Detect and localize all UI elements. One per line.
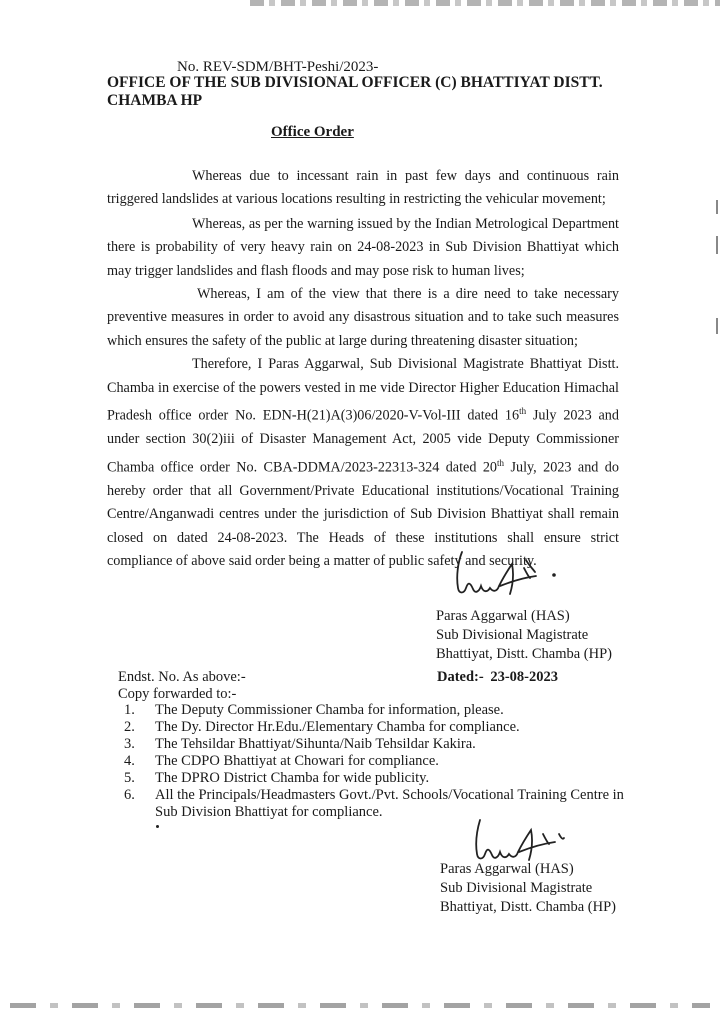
signatory-place: Bhattiyat, Distt. Chamba (HP): [440, 899, 616, 915]
signatory-designation: Sub Divisional Magistrate: [440, 880, 593, 896]
scan-edge-top: [250, 0, 720, 6]
order-date: Dated:- 23-08-2023: [437, 669, 558, 685]
paragraph-4-part-3: July, 2023 and do hereby order that all Government/Private Educational institutions/Vocational Training Centre/Anganwadi centres under the jurisdiction of Sub Division Bhattiyat shall remain closed on dated 24-08-2023. The Heads of these institutions shall ensure strict compliance of above said order being a matter of public safety and security.: [107, 459, 619, 569]
signatory-designation: Sub Divisional Magistrate: [436, 627, 589, 643]
paragraph-4: [107, 353, 619, 573]
signatory-name: Paras Aggarwal (HAS): [436, 608, 570, 624]
paragraph-2: Whereas, as per the warning issued by the Indian Metrological Department there is probability of very heavy rain on 24-08-2023 in Sub Division Bhattiyat which may trigger landslides and flash floods and may pose risk to human lives;: [107, 215, 619, 279]
list-item: 2. The Dy. Director Hr.Edu./Elementary Chamba for compliance.: [124, 719, 520, 735]
signatory-name: Paras Aggarwal (HAS): [440, 861, 574, 877]
list-item: 5. The DPRO District Chamba for wide publicity.: [124, 770, 430, 786]
endorsement-number: Endst. No. As above:-: [118, 669, 246, 685]
ink-dot: [156, 825, 159, 828]
scan-edge-right-mark: [716, 200, 718, 214]
document-title: Office Order: [271, 124, 354, 140]
scan-edge-bottom: [10, 1003, 710, 1008]
paragraph-3: Whereas, I am of the view that there is a dire need to take necessary preventive measures in order to avoid any disastrous situation and to take such measures which ensures the safety of the public at large during threatening disaster situation;: [107, 286, 619, 349]
office-heading: OFFICE OF THE SUB DIVISIONAL OFFICER (C) BHATTIYAT DISTT. CHAMBA HP: [107, 74, 603, 109]
superscript-th: th: [519, 406, 527, 417]
reference-number: No. REV-SDM/BHT-Peshi/2023-: [177, 59, 379, 75]
handwritten-signature: [440, 548, 570, 610]
signature-block-1: [436, 607, 612, 664]
paragraph-4-part-1: Therefore, I Paras Aggarwal, Sub Divisional Magistrate Bhattiyat Distt. Chamba in exercise of the powers vested in me vide Director Higher Education Himachal Pradesh office order No. EDN-H(21)A(3)06/2020-V-Vol-III dated 16: [107, 356, 619, 424]
copy-forwarded-label: Copy forwarded to:-: [118, 686, 237, 702]
list-item: 4. The CDPO Bhattiyat at Chowari for compliance.: [124, 753, 439, 769]
scan-edge-right-mark: [716, 318, 718, 334]
paragraph-1: Whereas due to incessant rain in past few days and continuous rain triggered landslides at various locations resulting in restricting the vehicular movement;: [107, 168, 619, 208]
paragraph-4-part-2: July 2023 and under section 30(2)iii of Disaster Management Act, 2005 vide Deputy Commissioner Chamba office order No. CBA-DDMA/2023-22313-324 dated 20: [107, 407, 619, 476]
scan-edge-right-mark: [716, 236, 718, 254]
signatory-place: Bhattiyat, Distt. Chamba (HP): [436, 646, 612, 662]
signature-block-2: [440, 860, 616, 917]
order-body: [107, 165, 619, 573]
list-item: 3. The Tehsildar Bhattiyat/Sihunta/Naib Tehsildar Kakira.: [124, 736, 476, 752]
list-item: 1. The Deputy Commissioner Chamba for information, please.: [124, 702, 504, 718]
list-item: 6. All the Principals/Headmasters Govt./Pvt. Schools/Vocational Training Centre in Sub Division Bhattiyat for compliance.: [124, 787, 624, 820]
superscript-th: th: [497, 457, 505, 468]
copy-recipients-list: [124, 702, 644, 821]
